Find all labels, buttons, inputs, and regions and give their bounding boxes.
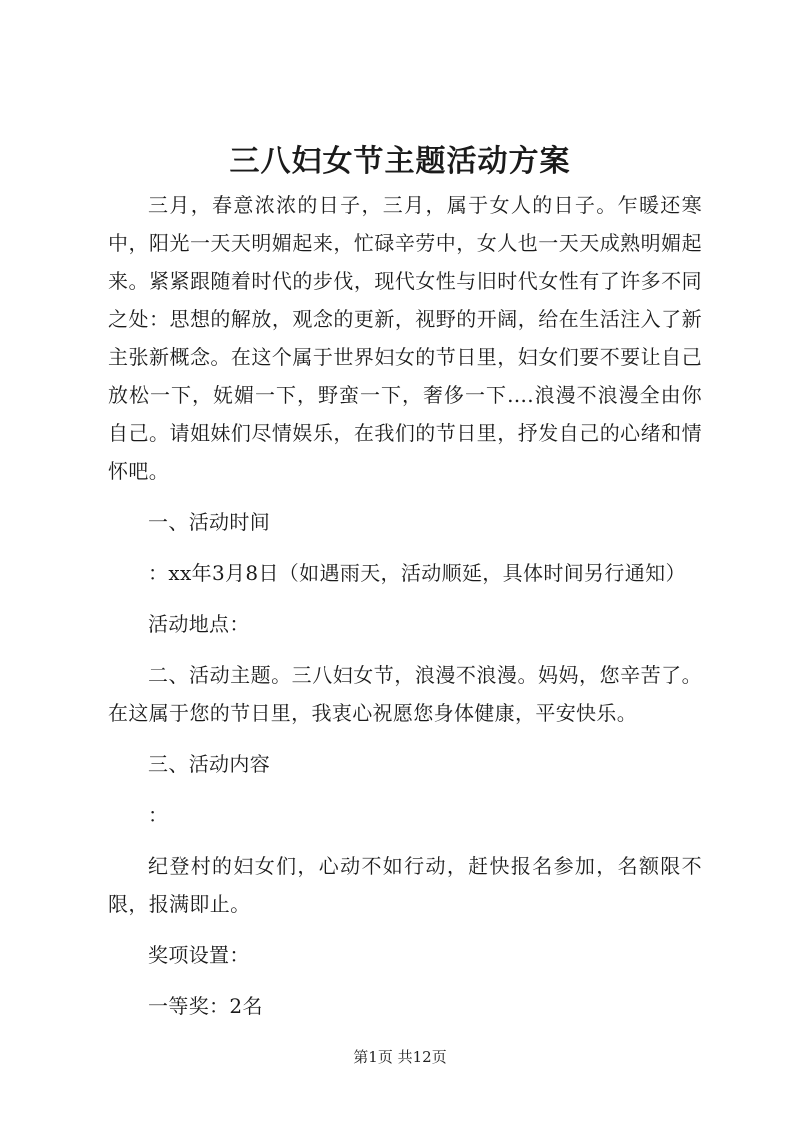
activity-location-paragraph: 活动地点： [148,612,250,636]
activity-time-paragraph: ：xx年3月8日（如遇雨天，活动顺延，具体时间另行通知） [148,561,686,585]
section-heading-activity-content: 三、活动内容 [148,752,271,776]
colon-paragraph: ： [148,803,169,827]
signup-paragraph: 纪登村的妇女们，心动不如行动，赶快报名参加，名额限不限，报满即止。 [108,854,702,916]
document-title: 三八妇女节主题活动方案 [229,144,571,179]
activity-theme-paragraph: 二、活动主题。三八妇女节，浪漫不浪漫。妈妈，您辛苦了。在这属于您的节日里，我衷心祝愿您身体健康，平安快乐。 [108,663,702,725]
page-footer: 第1页 共12页 [353,1048,447,1066]
first-prize-paragraph: 一等奖：2名 [148,994,263,1018]
intro-paragraph: 三月，春意浓浓的日子，三月，属于女人的日子。乍暖还寒中，阳光一天天明媚起来，忙碌辛劳中，女人也一天天成熟明媚起来。紧紧跟随着时代的步伐，现代女性与旧时代女性有了许多不同之处：思想的解放，观念的更新，视野的开阔，给在生活注入了新主张新概念。在这个属于世界妇女的节日里，妇女们要不要让自己放松一下，妩媚一下，野蛮一下，奢侈一下….浪漫不浪漫全由你自己。请姐妹们尽情娱乐，在我们的节日里，抒发自己的心绪和情怀吧。 [108,193,702,483]
awards-heading-paragraph: 奖项设置： [148,943,250,967]
document-body [108,186,702,1038]
section-heading-activity-time: 一、活动时间 [148,510,271,534]
